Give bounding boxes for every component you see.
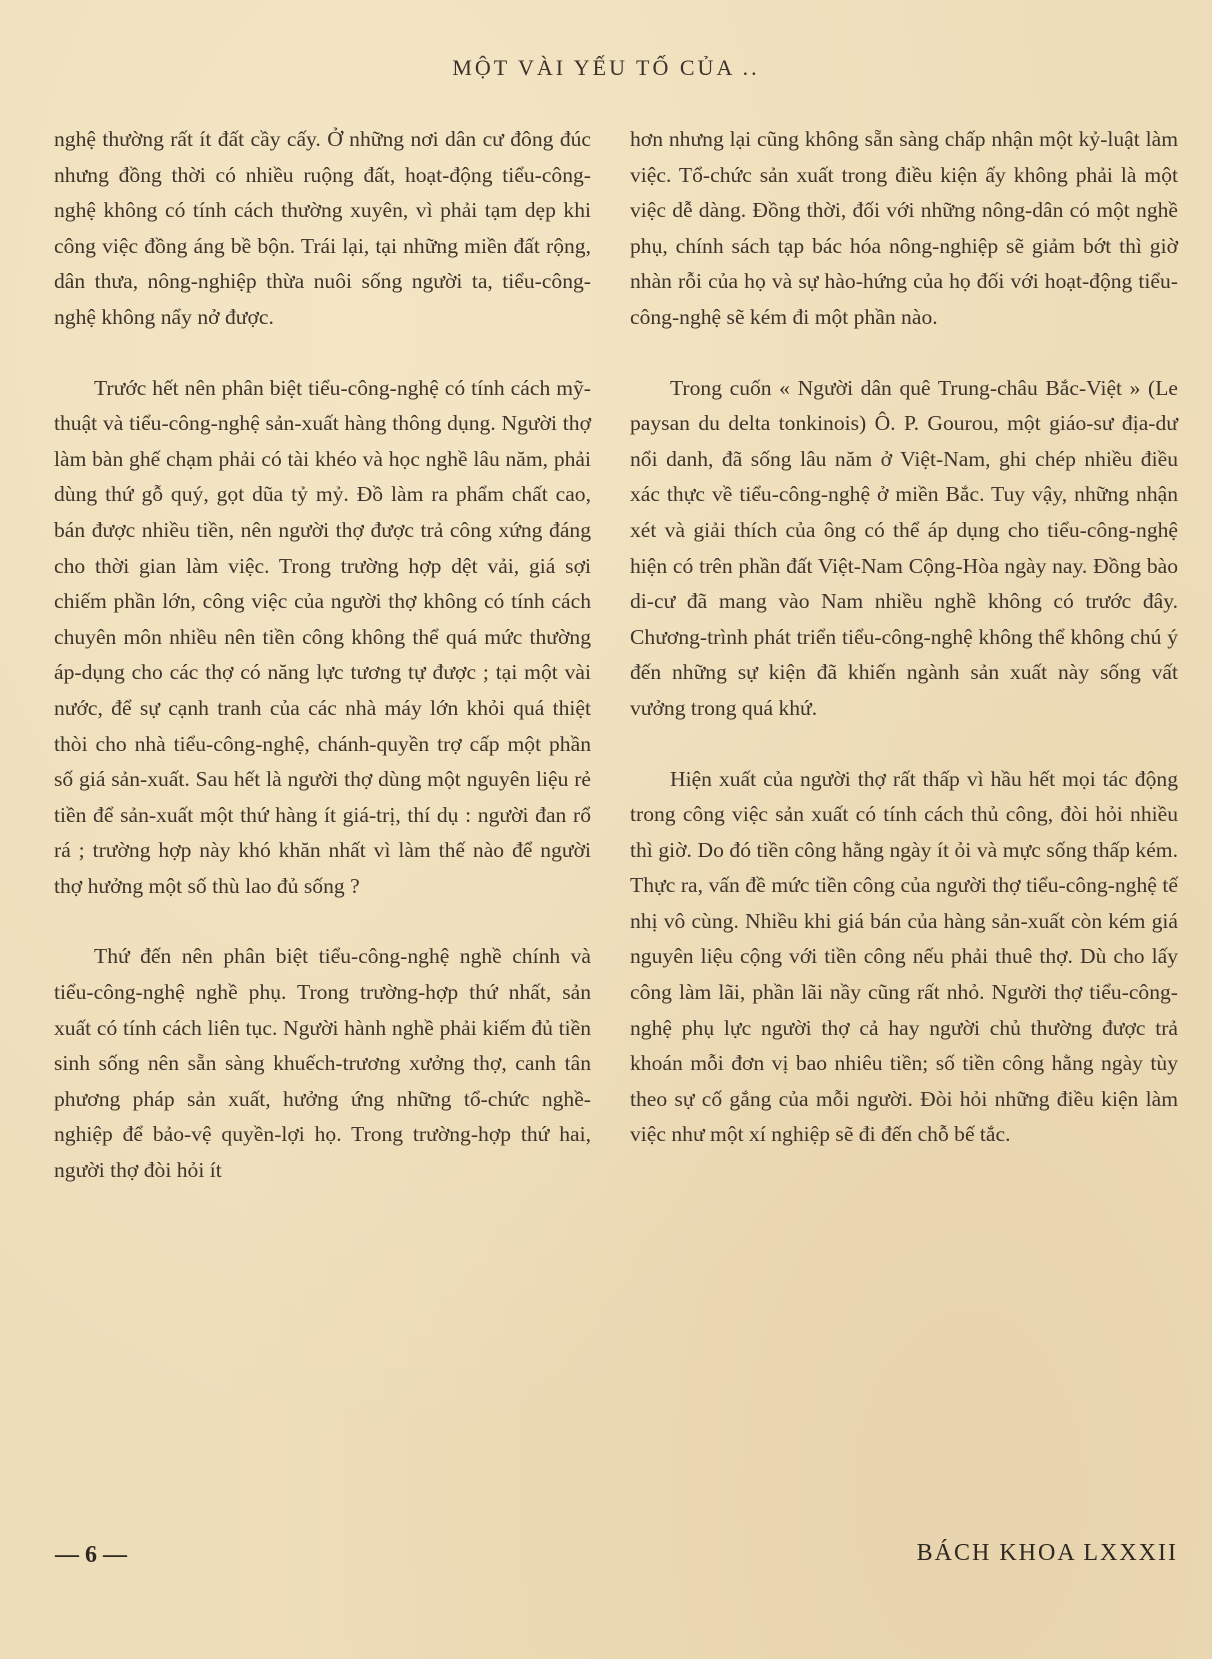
page-number: — 6 — xyxy=(55,1542,127,1568)
right-column xyxy=(630,122,1178,1153)
running-header: MỘT VÀI YẾU TỐ CỦA .. xyxy=(452,55,760,80)
paragraph: Trước hết nên phân biệt tiểu-công-nghệ có tính cách mỹ-thuật và tiểu-công-nghệ sản-xuất hàng thông dụng. Người thợ làm bàn ghế chạm phải có tài khéo và học nghề lâu năm, phải dùng thứ gỗ quý, gọt dũa tỷ mỷ. Đồ làm ra phẩm chất cao, bán được nhiều tiền, nên người thợ được trả công xứng đáng cho thời gian làm việc. Trong trường hợp dệt vải, giá sợi chiếm phần lớn, công việc của người thợ không có tính cách chuyên môn nhiều nên tiền công không thể quá mức thường áp-dụng cho các thợ có năng lực tương tự được ; tại một vài nước, để sự cạnh tranh của các nhà máy lớn khỏi quá thiệt thòi cho nhà tiểu-công-nghệ, chánh-quyền trợ cấp một phần số giá sản-xuất. Sau hết là người thợ dùng một nguyên liệu rẻ tiền để sản-xuất một thứ hàng ít giá-trị, thí dụ : người đan rổ rá ; trường hợp này khó khăn nhất vì làm thế nào để người thợ hưởng một số thù lao đủ sống ? xyxy=(54,375,591,898)
paragraph: nghệ thường rất ít đất cầy cấy. Ở những nơi dân cư đông đúc nhưng đồng thời có nhiều ruộng đất, hoạt-động tiểu-công-nghệ không có tính cách thường xuyên, vì phải tạm dẹp khi công việc đồng áng bề bộn. Trái lại, tại những miền đất rộng, dân thưa, nông-nghiệp thừa nuôi sống người ta, tiểu-công-nghệ không nẩy nở được. xyxy=(54,127,591,329)
paragraph: Hiện xuất của người thợ rất thấp vì hầu hết mọi tác động trong công việc sản xuất có tính cách thủ công, đòi hỏi nhiều thì giờ. Do đó tiền công hằng ngày ít ỏi và mực sống thấp kém. Thực ra, vấn đề mức tiền công của người thợ tiểu-công-nghệ tế nhị vô cùng. Nhiều khi giá bán của hàng sản-xuất còn kém giá nguyên liệu cộng với tiền công nếu phải thuê thợ. Dù cho lấy công làm lãi, phần lãi nầy cũng rất nhỏ. Người thợ tiểu-công-nghệ phụ lực người thợ cả hay người chủ thường được trả khoán mỗi đơn vị bao nhiêu tiền; số tiền công hằng ngày tùy theo sự cố gắng của mỗi người. Đòi hỏi những điều kiện làm việc như một xí nghiệp sẽ đi đến chỗ bế tắc. xyxy=(630,766,1178,1147)
publication-title: BÁCH KHOA LXXXII xyxy=(916,1540,1178,1566)
left-column xyxy=(54,122,591,1189)
paragraph: hơn nhưng lại cũng không sẵn sàng chấp nhận một kỷ-luật làm việc. Tổ-chức sản xuất trong điều kiện ấy không phải là một việc dễ dàng. Đồng thời, đối với những nông-dân có một nghề phụ, chính sách tạp bác hóa nông-nghiệp sẽ giảm bớt thì giờ nhàn rỗi của họ và sự hào-hứng của họ đối với hoạt-động tiểu-công-nghệ sẽ kém đi một phần nào. xyxy=(630,127,1178,329)
paragraph: Thứ đến nên phân biệt tiểu-công-nghệ nghề chính và tiểu-công-nghệ nghề phụ. Trong trường-hợp thứ nhất, sản xuất có tính cách liên tục. Người hành nghề phải kiếm đủ tiền sinh sống nên sẵn sàng khuếch-trương xưởng thợ, canh tân phương pháp sản xuất, hưởng ứng những tổ-chức nghề-nghiệp để bảo-vệ quyền-lợi họ. Trong trường-hợp thứ hai, người thợ đòi hỏi ít xyxy=(54,944,591,1183)
paragraph: Trong cuốn « Người dân quê Trung-châu Bắc-Việt » (Le paysan du delta tonkinois) Ô. P. Gourou, một giáo-sư địa-dư nổi danh, đã sống lâu năm ở Việt-Nam, ghi chép nhiều điều xác thực về tiểu-công-nghệ ở miền Bắc. Tuy vậy, những nhận xét và giải thích của ông có thể áp dụng cho tiểu-công-nghệ hiện có trên phần đất Việt-Nam Cộng-Hòa ngày nay. Đồng bào di-cư đã mang vào Nam nhiều nghề không có trước đây. Chương-trình phát triển tiểu-công-nghệ không thể không chú ý đến những sự kiện đã khiến ngành sản xuất này sống vất vưởng trong quá khứ. xyxy=(630,375,1178,720)
